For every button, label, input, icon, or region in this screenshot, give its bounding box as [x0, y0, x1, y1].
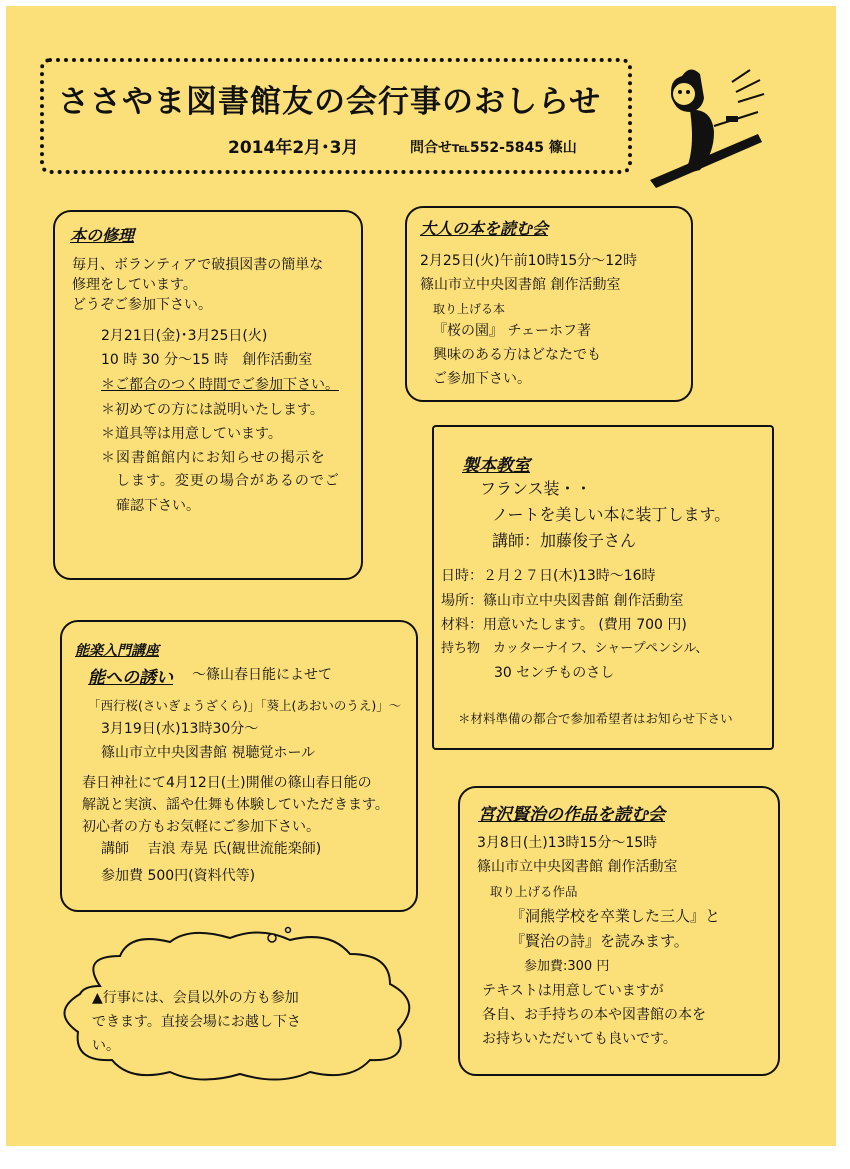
- adult-line: 2月25日(火)午前10時15分～12時: [420, 253, 638, 269]
- noh-line: 篠山市立中央図書館 視聴覚ホール: [101, 745, 316, 761]
- binding-line: 日時：２月２７日(木)13時～16時: [441, 568, 656, 584]
- adult-line: 取り上げる本: [433, 302, 506, 316]
- miyazawa-line: 『賢治の詩』を読みます。: [510, 932, 689, 950]
- adult-line: 『桜の園』 チェーホフ著: [433, 323, 592, 339]
- repair-line: 毎月、ボランティアで破損図書の簡単な: [72, 257, 324, 273]
- miyazawa-line: 3月8日(土)13時15分～15時: [477, 835, 658, 851]
- noh-subtitle: 能への誘い: [88, 668, 173, 688]
- issue-date: 2014年2月･3月: [228, 138, 359, 158]
- binding-line: 持ち物 カッターナイフ、シャープペンシル、: [441, 641, 709, 656]
- repair-line: ＊図書館館内にお知らせの掲示を: [101, 450, 326, 466]
- miyazawa-heading: 宮沢賢治の作品を読む会: [478, 805, 665, 825]
- miyazawa-line: 参加費:300 円: [524, 959, 610, 974]
- repair-line: 確認下さい。: [116, 498, 200, 514]
- repair-line: します。変更の場合があるのでご: [116, 473, 340, 489]
- miyazawa-line: 篠山市立中央図書館 創作活動室: [477, 859, 678, 875]
- binding-line: ノートを美しい本に装丁します。: [492, 505, 731, 524]
- miyazawa-line: テキストは用意していますが: [482, 983, 664, 999]
- binding-line: ＊材料準備の都合で参加希望者はお知らせ下さい: [458, 711, 733, 726]
- miyazawa-line: 取り上げる作品: [490, 884, 578, 899]
- repair-line: 修理をしています。: [72, 277, 197, 293]
- noh-line: 春日神社にて4月12日(土)開催の篠山春日能の: [82, 775, 372, 791]
- repair-line: ＊初めての方には説明いたします。: [101, 402, 324, 418]
- noh-line: 「西行桜(さいぎょうざくら)」「葵上(あおいのうえ)」～: [88, 698, 402, 713]
- adult-line: 興味のある方はどなたでも: [433, 347, 601, 363]
- binding-line: 場所：篠山市立中央図書館 創作活動室: [441, 593, 684, 609]
- noh-line: 3月19日(水)13時30分～: [101, 721, 259, 737]
- binding-line: 講師：加藤俊子さん: [492, 531, 637, 550]
- adult-line: 篠山市立中央図書館 創作活動室: [420, 277, 621, 293]
- cloud-line: い。: [92, 1038, 120, 1054]
- noh-line: 初心者の方もお気軽にご参加下さい。: [82, 819, 320, 835]
- skier-icon: [640, 62, 770, 192]
- binding-line: 材料：用意いたします。 (費用 700 円): [441, 617, 687, 633]
- cloud-line: ▲行事には、会員以外の方も参加: [92, 990, 299, 1006]
- noh-line: 解説と実演、謡や仕舞も体験していただきます。: [82, 797, 389, 813]
- miyazawa-line: お持ちいただいても良いです。: [482, 1031, 677, 1047]
- repair-heading: 本の修理: [70, 226, 135, 245]
- binding-line: 30 センチものさし: [494, 665, 615, 681]
- miyazawa-line: 『洞熊学校を卒業した三人』と: [510, 907, 721, 925]
- repair-line: ＊ご都合のつく時間でご参加下さい。: [101, 377, 339, 393]
- binding-line: フランス装・・: [480, 479, 592, 498]
- noh-subtitle-note: ～篠山春日能によせて: [192, 667, 332, 683]
- repair-line: ＊道具等は用意しています。: [101, 426, 282, 442]
- noh-heading: 能楽入門講座: [75, 643, 159, 659]
- repair-line: 10 時 30 分～15 時 創作活動室: [101, 352, 313, 368]
- repair-line: どうぞご参加下さい。: [72, 297, 212, 313]
- adult-reading-heading: 大人の本を読む会: [420, 219, 549, 238]
- noh-line: 参加費 500円(資料代等): [101, 868, 256, 884]
- cloud-line: できます。直接会場にお越し下さ: [92, 1014, 301, 1030]
- repair-line: 2月21日(金)･3月25日(火): [101, 328, 268, 344]
- bookbinding-heading: 製本教室: [462, 456, 530, 476]
- contact-info: 問合せ℡552-5845 篠山: [410, 140, 577, 156]
- miyazawa-line: 各自、お手持ちの本や図書館の本を: [482, 1007, 706, 1023]
- noh-line: 講師 吉浪 寿晃 氏(観世流能楽師): [101, 841, 322, 857]
- adult-line: ご参加下さい。: [433, 371, 531, 387]
- page-title: ささやま図書館友の会行事のおしらせ: [58, 84, 602, 120]
